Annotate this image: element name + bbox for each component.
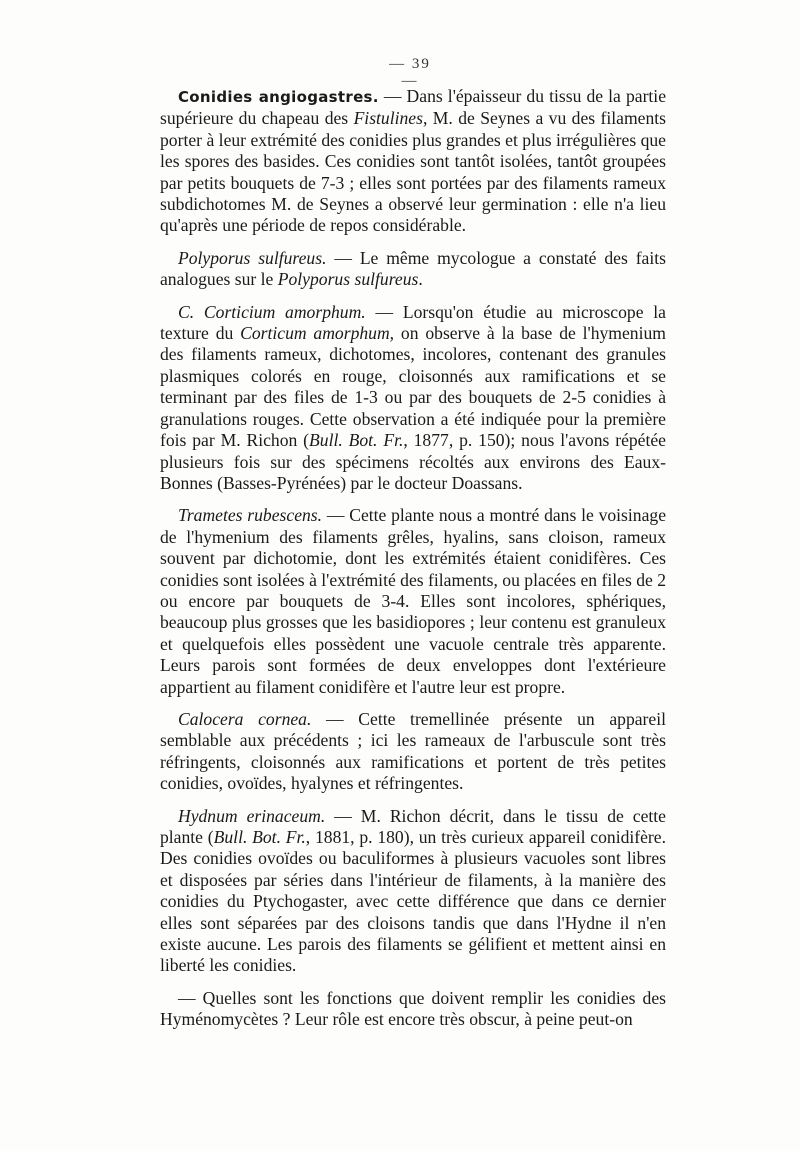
section-heading: Conidies angiogastres. xyxy=(178,88,379,106)
paragraph-calocera xyxy=(160,709,666,795)
paragraph-question xyxy=(160,988,666,1031)
paragraph-text: — Quelles sont les fonctions que doivent remplir les conidies des Hyménomycètes ? Leur rôle est encore très obscur, à peine peut-on xyxy=(160,987,666,1030)
paragraph-text: — Cette tremellinée présente un appareil semblable aux précédents ; ici les rameaux de l'arbuscule sont très réfringents, cloisonnés aux ramifications et portent de très petites conidies, ovoïdes, hyalynes et réfringentes. xyxy=(160,708,666,794)
paragraph-conidies-angiogastres xyxy=(160,86,666,237)
taxon-name: Fistulines xyxy=(353,108,423,129)
paragraph-text: , 1877, p. 150); nous l'avons répétée plusieurs fois sur des spécimens récoltés aux environs des Eaux-Bonnes (Basses-Pyrénées) par le docteur Doassans. xyxy=(160,430,666,493)
paragraph-trametes xyxy=(160,505,666,698)
taxon-heading: Calocera cornea. xyxy=(178,708,312,729)
paragraph-text: . xyxy=(418,269,423,290)
paragraph-text: on observe à la base de l'hymenium des filaments rameux, dichotomes, incolores, contenant des granules plasmiques colorés en rouge, cloisonnés aux ramifications et se terminant par des files de 1-3 ou par des bouquets de 2-5 conidies à granulations rouges. Cette observation a été indiquée pour la première fois par M. Richon ( xyxy=(160,323,666,451)
paragraph-text: — Le même mycologue a constaté des faits analogues sur le xyxy=(160,247,666,290)
taxon-heading: Polyporus sulfureus. xyxy=(178,247,327,268)
citation: Bull. Bot. Fr. xyxy=(213,827,306,847)
taxon-heading: Hydnum erinaceum. xyxy=(178,805,326,826)
paragraph-text: — Dans l'épaisseur du tissu de la partie supérieure du chapeau des xyxy=(160,86,667,129)
paragraph-text: — Cette plante nous a montré dans le voisinage de l'hymenium des filaments grêles, hyalins, sans cloison, rameux souvent par dichotomie, dont les extrémités étaient conidifères. Ces conidies sont isolées à l'extrémité des filaments, ou placées en files de 2 ou encore par bouquets de 3-4. Elles sont incolores, sphériques, beaucoup plus grosses que les basidiopores ; leur contenu est granuleux et quelquefois elles possèdent une vacuole centrale très apparente. Leurs parois sont formées de deux enveloppes dont l'extérieure appartient au filament conidifère et l'autre leur est propre. xyxy=(160,505,667,697)
taxon-heading: C. Corticium amorphum. xyxy=(178,301,366,322)
body-text xyxy=(160,86,666,1042)
taxon-name: Corticum amorphum, xyxy=(240,323,395,344)
paragraph-hydnum xyxy=(160,806,666,977)
paragraph-text: , 1881, p. 180), un très curieux appareil conidifère. Des conidies ovoïdes ou baculiformes à plusieurs vacuoles sont libres et disposées par séries dans l'intérieur de filaments, à la manière des conidies du Ptychogaster, avec cette différence que dans ce dernier elles sont séparées par des cloisons tandis que dans l'Hydne il n'en existe aucune. Les parois des filaments se gélifient et mettent ainsi en liberté les conidies. xyxy=(160,827,666,976)
paragraph-corticium xyxy=(160,302,666,495)
taxon-name: Polyporus sulfureus xyxy=(277,269,419,290)
taxon-heading: Trametes rubescens. xyxy=(178,505,323,526)
page-number: — 39 — xyxy=(389,56,431,89)
paragraph-text: — M. Richon décrit, dans le tissu de cette plante ( xyxy=(160,805,666,847)
paragraph-text: — Lorsqu'on étudie au microscope la texture du xyxy=(160,301,666,344)
paragraph-text: , M. de Seynes a vu des filaments porter à leur extrémité des conidies plus grandes et plus irrégulières que les spores des basides. Ces conidies sont tantôt isolées, tantôt groupées par petits bouquets de 7-3 ; elles sont portées par des filaments rameux subdichotomes M. de Seynes a observé leur germination : elle n'a lieu qu'après une période de repos considérable. xyxy=(160,108,666,236)
citation: Bull. Bot. Fr. xyxy=(309,430,404,451)
paragraph-polyporus xyxy=(160,248,666,291)
